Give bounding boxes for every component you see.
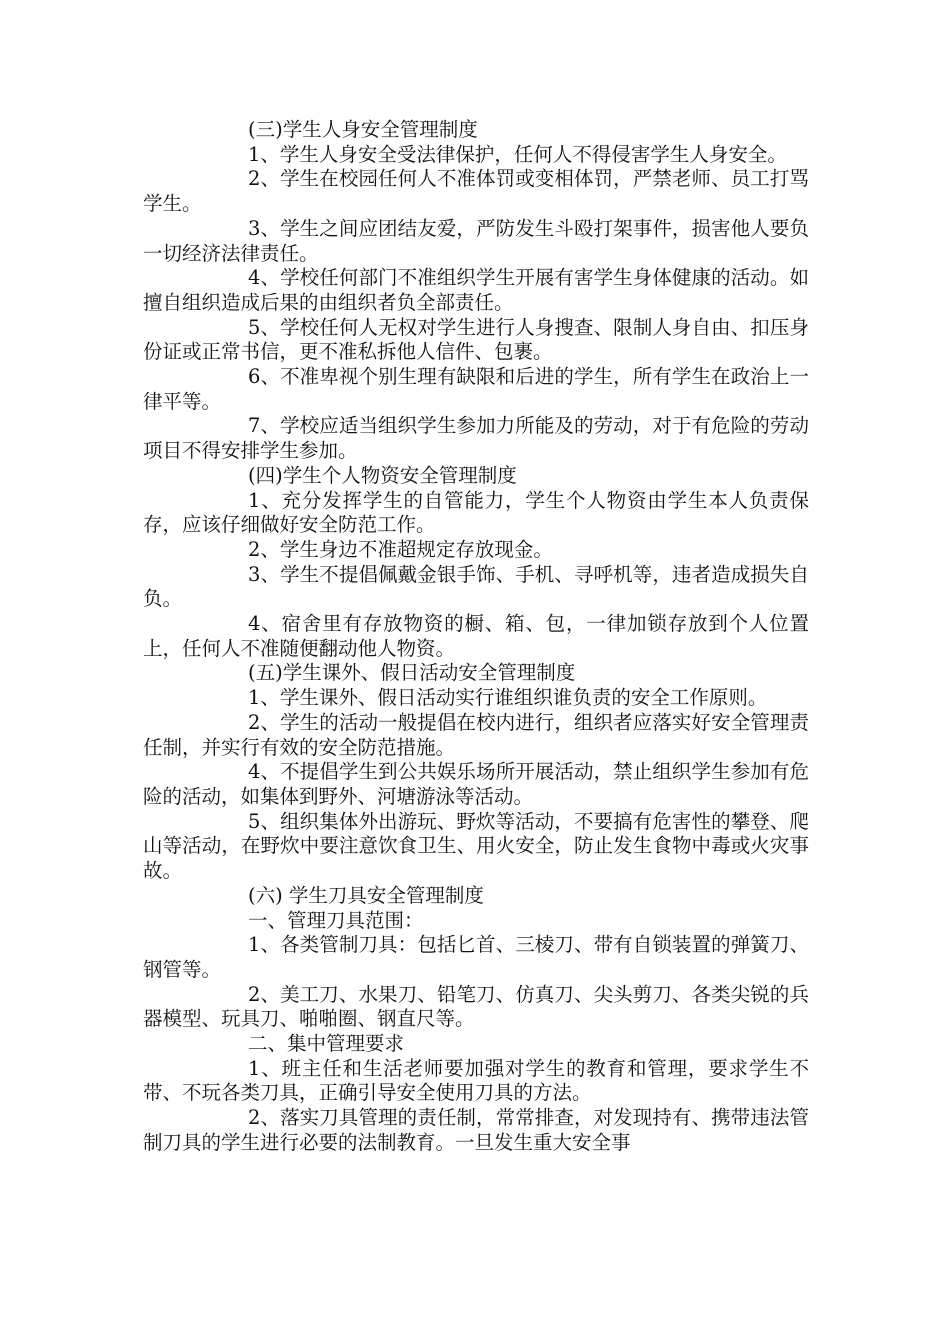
document-page: [143, 118, 809, 1156]
paragraph: 1、学生课外、假日活动实行谁组织谁负责的安全工作原则。: [248, 686, 768, 710]
paragraph: 1、班主任和生活老师要加强对学生的教育和管理，要求学生不带、不玩各类刀具，正确引导安全使用刀具的方法。: [143, 1056, 809, 1105]
paragraph: 4、学校任何部门不准组织学生开展有害学生身体健康的活动。如擅自组织造成后果的由组织者负全部责任。: [143, 266, 809, 314]
subsection-heading-2: 二、集中管理要求: [248, 1032, 405, 1056]
section-heading-4: (四)学生个人物资安全管理制度: [248, 463, 517, 487]
paragraph: 1、充分发挥学生的自管能力，学生个人物资由学生本人负责保存，应该仔细做好安全防范工作。: [143, 488, 809, 537]
section-heading-6: (六) 学生刀具安全管理制度: [248, 883, 484, 907]
paragraph: 4、不提倡学生到公共娱乐场所开展活动，禁止组织学生参加有危险的活动，如集体到野外、河塘游泳等活动。: [143, 760, 809, 808]
section-heading-5: (五)学生课外、假日活动安全管理制度: [248, 661, 576, 685]
subsection-heading-1: 一、管理刀具范围：: [248, 908, 424, 932]
paragraph: 2、学生的活动一般提倡在校内进行，组织者应落实好安全管理责任制，并实行有效的安全防范措施。: [143, 710, 809, 759]
paragraph: 3、学生之间应团结友爱，严防发生斗殴打架事件，损害他人要负一切经济法律责任。: [143, 216, 809, 265]
paragraph: 4、宿舍里有存放物资的橱、箱、包，一律加锁存放到个人位置上，任何人不准随便翻动他人物资。: [143, 612, 809, 660]
paragraph: 1、学生人身安全受法律保护，任何人不得侵害学生人身安全。: [248, 142, 787, 166]
paragraph: 2、落实刀具管理的责任制，常常排查，对发现持有、携带违法管制刀具的学生进行必要的法制教育。一旦发生重大安全事: [143, 1106, 809, 1154]
paragraph: 1、各类管制刀具：包括匕首、三棱刀、带有自锁装置的弹簧刀、钢管等。: [143, 933, 809, 981]
paragraph: 5、学校任何人无权对学生进行人身搜查、限制人身自由、扣压身份证或正常书信，更不准私拆他人信件、包裹。: [143, 315, 809, 364]
section-heading-3: (三)学生人身安全管理制度: [248, 118, 478, 141]
paragraph: 2、学生身边不准超规定存放现金。: [248, 537, 553, 561]
paragraph: 2、学生在校园任何人不准体罚或变相体罚，严禁老师、员工打骂学生。: [143, 167, 809, 216]
paragraph: 5、组织集体外出游玩、野炊等活动，不要搞有危害性的攀登、爬山等活动，在野炊中要注意饮食卫生、用火安全，防止发生食物中毒或火灾事故。: [143, 809, 809, 883]
paragraph: 6、不准卑视个别生理有缺限和后进的学生，所有学生在政治上一律平等。: [143, 365, 809, 413]
paragraph: 3、学生不提倡佩戴金银手饰、手机、寻呼机等，违者造成损失自负。: [143, 562, 809, 611]
paragraph: 7、学校应适当组织学生参加力所能及的劳动，对于有危险的劳动项目不得安排学生参加。: [143, 414, 809, 463]
paragraph: 2、美工刀、水果刀、铅笔刀、仿真刀、尖头剪刀、各类尖锐的兵器模型、玩具刀、啪啪圈、钢直尺等。: [143, 982, 809, 1031]
